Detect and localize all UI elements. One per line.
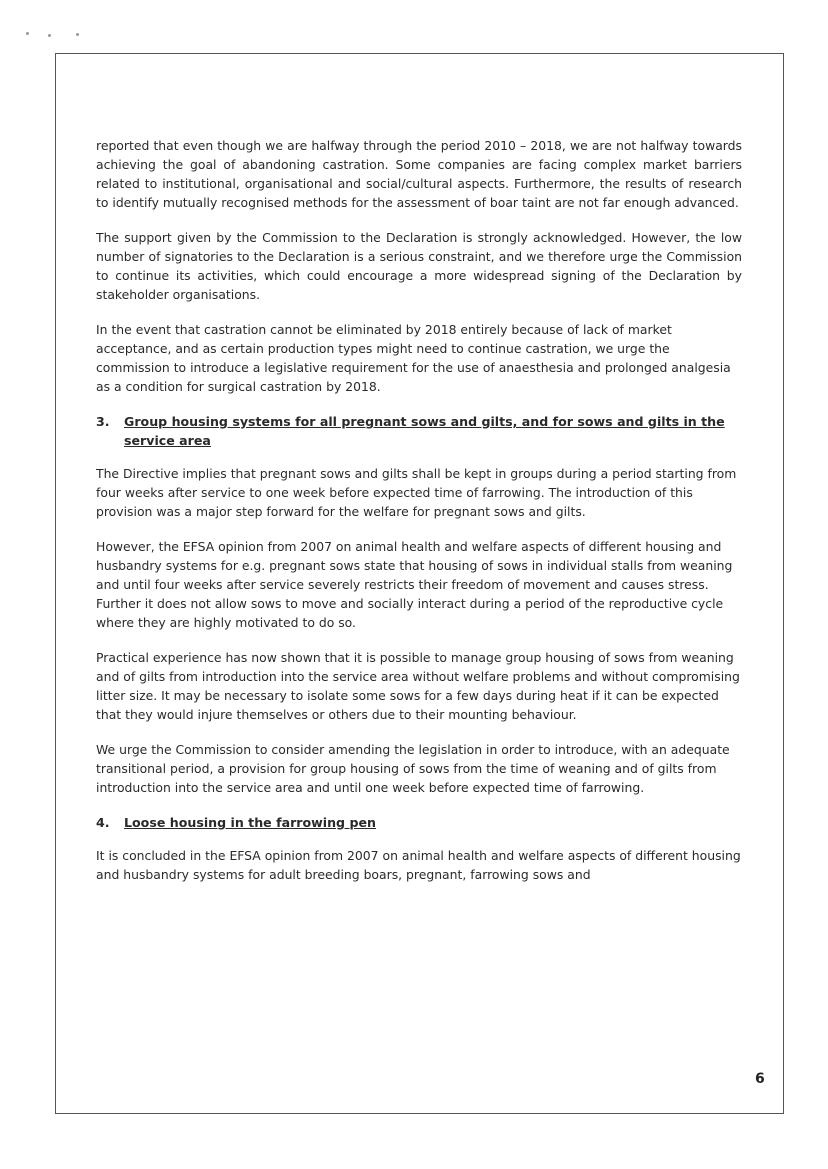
paragraph-castration-progress: reported that even though we are halfway through the period 2010 – 2018, we are not halfway towards achieving the goal of abandoning castration. Some companies are facing complex market barriers related to institutional, organisational and social/cultural aspects. Furthermore, the results of research to identify mutually recognised methods for the assessment of boar taint are not far enough advanced. (96, 138, 742, 210)
scan-artifact-dots (26, 30, 86, 38)
paragraph-commission-support: The support given by the Commission to the Declaration is strongly acknowledged. However, the low number of signatories to the Declaration is a serious constraint, and we therefore urge the Commission to continue its activities, which could encourage a more widespread signing of the Declaration by stakeholder organisations. (96, 230, 742, 302)
section-heading-group-housing (96, 412, 742, 450)
section-title: Loose housing in the farrowing pen (124, 815, 376, 830)
paragraph-efsa-conclusion: It is concluded in the EFSA opinion from 2007 on animal health and welfare aspects of different housing and husbandry systems for adult breeding boars, pregnant, farrowing sows and (96, 848, 741, 882)
paragraph-practical-experience: Practical experience has now shown that it is possible to manage group housing of sows from weaning and of gilts from introduction into the service area without welfare problems and without compromising litter size. It may be necessary to isolate some sows for a few days during heat if it can be expected that they would injure themselves or others due to their mounting behaviour. (96, 650, 740, 722)
section-title: Group housing systems for all pregnant sows and gilts, and for sows and gilts in the service area (124, 414, 725, 448)
section-number: 4. (96, 815, 110, 830)
section-heading-loose-housing (96, 813, 742, 832)
paragraph-efsa-opinion: However, the EFSA opinion from 2007 on animal health and welfare aspects of different housing and husbandry systems for e.g. pregnant sows state that housing of sows in individual stalls from weaning and until four weeks after service severely restricts their freedom of movement and causes stress. Further it does not allow sows to move and socially interact during a period of the reproductive cycle where they are highly motivated to do so. (96, 539, 733, 630)
page-number: 6 (755, 1071, 765, 1087)
paragraph-directive: The Directive implies that pregnant sows and gilts shall be kept in groups during a period starting from four weeks after service to one week before expected time of farrowing. The introduction of this provision was a major step forward for the welfare for pregnant sows and gilts. (96, 466, 737, 519)
section-number: 3. (96, 414, 110, 429)
paragraph-anaesthesia-requirement: In the event that castration cannot be eliminated by 2018 entirely because of lack of market acceptance, and as certain production types might need to continue castration, we urge the commission to introduce a legislative requirement for the use of anaesthesia and prolonged analgesia as a condition for surgical castration by 2018. (96, 322, 731, 394)
document-body (96, 136, 742, 900)
paragraph-urge-amendment: We urge the Commission to consider amending the legislation in order to introduce, with an adequate transitional period, a provision for group housing of sows from the time of weaning and of gilts from introduction into the service area and until one week before expected time of farrowing. (96, 742, 730, 795)
